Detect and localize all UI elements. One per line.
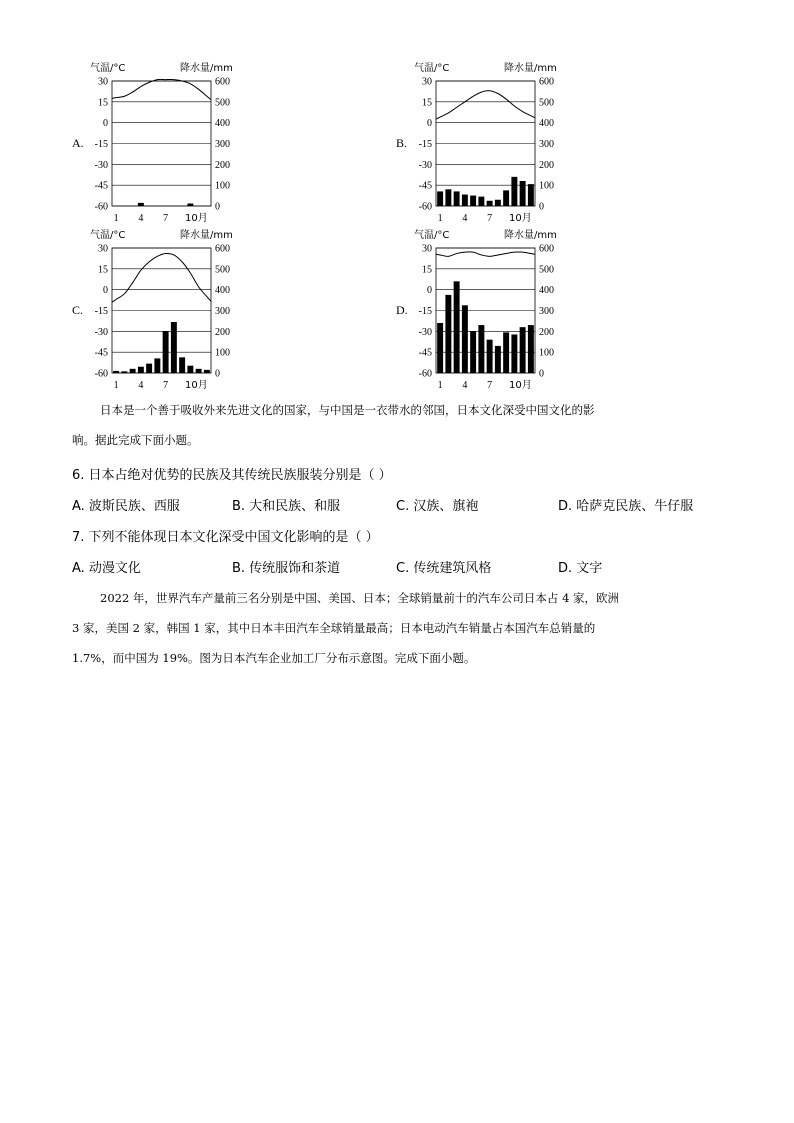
y-left-tick-label: -30 [94, 159, 108, 171]
y-left-tick-label: -15 [94, 306, 108, 317]
precip-bar [121, 371, 127, 373]
y-left-axis-label: 气温/°C [414, 63, 450, 74]
passage-japan-cars [72, 590, 760, 666]
x-tick-label: 4 [138, 380, 144, 391]
y-left-tick-label: 15 [98, 264, 108, 276]
y-left-tick-label: 0 [103, 285, 108, 297]
y-right-tick-label: 0 [215, 201, 220, 213]
y-left-tick-label: -60 [418, 201, 432, 213]
precip-bar [520, 181, 526, 206]
precip-bar [462, 305, 468, 373]
precip-bar [130, 369, 136, 373]
precip-bar [487, 201, 493, 206]
x-tick-label: 7 [163, 380, 169, 391]
option-letter-a: A. [72, 136, 84, 150]
y-right-tick-label: 0 [215, 368, 220, 380]
precip-bar [487, 340, 493, 373]
y-right-axis-label: 降水量/mm [504, 230, 557, 241]
precip-bar [495, 200, 501, 206]
y-left-tick-label: -15 [418, 306, 432, 317]
passage-line: 响。据此完成下面小题。 [72, 433, 199, 447]
precip-bar [503, 332, 509, 373]
choice-c[interactable]: C. 传统建筑风格 [396, 561, 492, 576]
precip-bar [138, 367, 144, 373]
precip-bar [445, 295, 451, 373]
precip-bar [187, 366, 193, 373]
x-tick-label: 1 [437, 380, 443, 391]
climate-chart-b-svg [412, 60, 572, 225]
y-left-tick-label: 30 [98, 243, 108, 255]
y-right-tick-label: 400 [215, 285, 230, 297]
y-right-tick-label: 200 [215, 326, 230, 338]
question-7-choices [72, 557, 732, 575]
precip-bar [511, 334, 517, 373]
y-left-tick-label: 15 [422, 97, 432, 109]
y-right-axis-label: 降水量/mm [180, 63, 233, 74]
question-6-stem: 6. 日本占绝对优势的民族及其传统民族服装分别是（ ） [72, 468, 392, 483]
choice-d[interactable]: D. 哈萨克民族、牛仔服 [558, 499, 694, 514]
precip-bar [437, 323, 443, 373]
choice-b[interactable]: B. 传统服饰和茶道 [232, 561, 341, 576]
x-tick-label: 10月 [509, 380, 532, 391]
choice-b[interactable]: B. 大和民族、和服 [232, 499, 341, 514]
passage-line: 3 家，美国 2 家，韩国 1 家，其中日本丰田汽车全球销量最高；日本电动汽车销量占本国汽车总销量的 [72, 621, 596, 635]
x-tick-label: 7 [163, 213, 169, 224]
y-left-tick-label: 0 [103, 118, 108, 130]
x-tick-label: 1 [113, 380, 119, 391]
y-right-tick-label: 300 [539, 139, 554, 150]
y-right-axis-label: 降水量/mm [504, 63, 557, 74]
x-tick-label: 4 [138, 213, 144, 224]
climate-chart-c-svg [88, 227, 248, 392]
x-tick-label: 4 [462, 380, 468, 391]
x-tick-label: 10月 [185, 213, 208, 224]
y-right-tick-label: 0 [539, 368, 544, 380]
y-right-tick-label: 0 [539, 201, 544, 213]
y-left-tick-label: -60 [94, 368, 108, 380]
y-right-tick-label: 500 [215, 264, 230, 276]
precip-bar [478, 325, 484, 373]
option-letter-b: B. [396, 136, 408, 150]
precip-bar [445, 189, 451, 206]
y-right-tick-label: 500 [215, 97, 230, 109]
y-left-tick-label: 30 [98, 76, 108, 88]
precip-bar [146, 364, 152, 373]
precip-bar [163, 331, 169, 373]
y-left-axis-label: 气温/°C [90, 230, 126, 241]
passage-line: 日本是一个善于吸收外来先进文化的国家，与中国是一衣带水的邻国，日本文化深受中国文化的影 [100, 403, 595, 417]
y-left-tick-label: 30 [422, 243, 432, 255]
x-tick-label: 1 [113, 213, 119, 224]
y-left-tick-label: -60 [94, 201, 108, 213]
y-left-tick-label: -15 [418, 139, 432, 150]
passage-line: 1.7%，而中国为 19%。图为日本汽车企业加工厂分布示意图。完成下面小题。 [72, 651, 476, 665]
y-left-tick-label: -15 [94, 139, 108, 150]
x-tick-label: 1 [437, 213, 443, 224]
y-left-tick-label: -30 [418, 159, 432, 171]
precip-bar [495, 346, 501, 373]
precip-bar [171, 322, 177, 373]
y-left-tick-label: -60 [418, 368, 432, 380]
y-right-tick-label: 100 [539, 347, 554, 359]
precip-bar [437, 191, 443, 206]
temperature-line [436, 91, 535, 120]
climate-chart-a-svg [88, 60, 248, 225]
precip-bar [204, 370, 210, 373]
y-right-tick-label: 600 [539, 243, 554, 255]
y-right-tick-label: 300 [539, 306, 554, 317]
y-right-tick-label: 400 [539, 285, 554, 297]
choice-a[interactable]: A. 波斯民族、西服 [72, 499, 180, 514]
y-right-tick-label: 300 [215, 139, 230, 150]
y-left-tick-label: -45 [94, 347, 108, 359]
y-left-tick-label: -30 [94, 326, 108, 338]
climate-chart-d-svg [412, 227, 572, 392]
x-tick-label: 7 [487, 380, 493, 391]
precip-bar [196, 369, 202, 373]
precip-bar [454, 281, 460, 373]
y-right-tick-label: 200 [539, 326, 554, 338]
y-right-tick-label: 200 [539, 159, 554, 171]
option-letter-d: D. [396, 303, 408, 317]
x-tick-label: 10月 [509, 213, 532, 224]
precip-bar [478, 197, 484, 206]
y-left-tick-label: 0 [427, 285, 432, 297]
climate-chart-d [412, 227, 572, 392]
y-right-tick-label: 300 [215, 306, 230, 317]
temperature-line [112, 253, 211, 302]
precip-bar [154, 358, 160, 373]
y-left-tick-label: -45 [418, 347, 432, 359]
climate-chart-c [88, 227, 248, 392]
precip-bar [187, 204, 193, 207]
y-right-tick-label: 400 [539, 118, 554, 130]
y-left-tick-label: 15 [422, 264, 432, 276]
passage-line: 2022 年，世界汽车产量前三名分别是中国、美国、日本；全球销量前十的汽车公司日本占 4 家，欧洲 [100, 591, 620, 605]
y-left-tick-label: -45 [94, 180, 108, 192]
y-left-tick-label: 30 [422, 76, 432, 88]
precip-bar [470, 331, 476, 373]
climate-chart-b [412, 60, 572, 225]
y-right-tick-label: 200 [215, 159, 230, 171]
precip-bar [138, 203, 144, 206]
y-left-axis-label: 气温/°C [414, 230, 450, 241]
question-7-stem: 7. 下列不能体现日本文化深受中国文化影响的是（ ） [72, 530, 379, 545]
y-right-tick-label: 600 [215, 76, 230, 88]
passage-japan-culture [72, 402, 740, 448]
y-right-tick-label: 100 [539, 180, 554, 192]
y-right-tick-label: 100 [215, 347, 230, 359]
climate-chart-a [88, 60, 248, 225]
y-left-axis-label: 气温/°C [90, 63, 126, 74]
y-right-tick-label: 400 [215, 118, 230, 130]
temperature-line [436, 252, 535, 256]
choice-d[interactable]: D. 文字 [558, 561, 603, 576]
y-left-tick-label: -45 [418, 180, 432, 192]
y-right-tick-label: 600 [539, 76, 554, 88]
precip-bar [179, 357, 185, 373]
y-right-tick-label: 500 [539, 264, 554, 276]
x-tick-label: 10月 [185, 380, 208, 391]
x-tick-label: 4 [462, 213, 468, 224]
precip-bar [113, 371, 119, 373]
y-right-tick-label: 600 [215, 243, 230, 255]
y-left-tick-label: -30 [418, 326, 432, 338]
y-right-tick-label: 100 [215, 180, 230, 192]
precip-bar [520, 327, 526, 373]
option-letter-c: C. [72, 303, 84, 317]
choice-a[interactable]: A. 动漫文化 [72, 561, 141, 576]
precip-bar [503, 190, 509, 206]
x-tick-label: 7 [487, 213, 493, 224]
y-left-tick-label: 15 [98, 97, 108, 109]
y-left-tick-label: 0 [427, 118, 432, 130]
precip-bar [454, 191, 460, 206]
precip-bar [462, 195, 468, 206]
y-right-tick-label: 500 [539, 97, 554, 109]
temperature-line [112, 79, 211, 99]
precip-bar [511, 177, 517, 206]
precip-bar [528, 184, 534, 206]
question-6-choices [72, 495, 732, 513]
y-right-axis-label: 降水量/mm [180, 230, 233, 241]
choice-c[interactable]: C. 汉族、旗袍 [396, 499, 479, 514]
precip-bar [528, 325, 534, 373]
precip-bar [470, 196, 476, 206]
